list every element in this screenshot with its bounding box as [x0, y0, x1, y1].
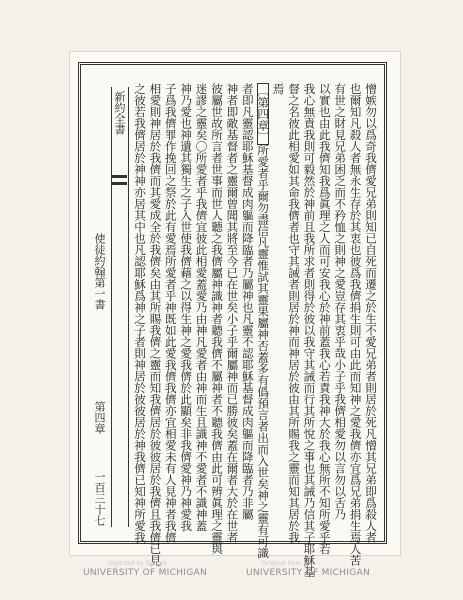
fish-tail-ornament: [112, 175, 127, 185]
text-column: 之彼若我儕居於神神亦居其中也凡認耶穌爲神之子者則神居於彼彼居於神我儕已知神所愛我: [133, 83, 147, 543]
digitized-watermark-left: Digitized by Google: [108, 560, 167, 567]
text-column: 〔第四章〕所愛者乎爾勿盡信凡靈惟試其靈果屬神否蓋多有僞預言者出而入世矣神之靈有可識: [256, 85, 271, 559]
chapter-start-marker: 〔第四章〕: [256, 85, 271, 143]
text-column: 焉: [271, 83, 286, 95]
text-column: 相愛則神居於我儕而其愛成全於我儕矣由其所賜我儕之靈而知我儕居於彼彼居於我儕且我儕已見: [148, 83, 163, 566]
text-column: 憎嫉勿以爲奇我儕愛兄弟則知已自死而遷之於生不愛兄弟者則居於死凡憎其兄弟即爲殺人者: [364, 83, 378, 543]
running-head: [93, 83, 107, 526]
chapter-title: 使徒約翰第一書: [93, 233, 106, 310]
library-credit-right: UNIVERSITY OF MICHIGAN: [246, 568, 371, 578]
page-gutter: [111, 87, 129, 527]
text-column: 我心無責我則可毅然於神前且我所求者則得於彼以我守其誡而行其所悅之事也其誡乃信其子耶穌基: [302, 83, 317, 578]
library-credit-left: UNIVERSITY OF MICHIGAN: [83, 568, 208, 578]
text-column: 子爲我儕罪作挽回之祭於此有愛焉所愛者乎神既如此愛我儕我儕亦宜相愛未有人見神者我儕: [163, 83, 178, 543]
text-column: 者即凡靈認耶穌基督成肉軀而降臨者乃屬神也凡靈不認耶穌基督成肉軀而降臨者乃非屬: [240, 83, 255, 520]
text-column: 迷謬之靈矣〇所愛者乎我儕宜彼此相愛蓋愛乃由神凡愛者由神而生且識神不愛者不識神蓋: [194, 83, 209, 532]
page-number: 一百三十七: [93, 471, 106, 526]
text-column: 神者即敵基督者之靈爾曾聞其將至今已在世矣小子乎爾屬神而已勝彼矣蓋在爾者大於在世者: [225, 83, 240, 543]
text-column: 也爾知凡殺人者無永生存於其衷也彼爲我儕捐生則可由此而知神之愛我儕亦宜爲兄弟捐生焉人苦: [348, 83, 363, 566]
text-column: 以實也由此我儕知我爲眞理之人而可安我心於神前蓋我心若責我神大於我心無所不知所愛乎若: [317, 83, 332, 555]
text-column: 神乃愛也神遺其獨生之子入世使我儕藉之以得生神之愛我儕於此顯矣非我儕愛神乃神愛我: [179, 83, 194, 532]
text-column: 彼屬世故所言者世事而世人聽之我儕屬神識神者聽我儕不屬神者不聽我儕由此可辨眞理之靈與: [210, 83, 224, 555]
digitized-watermark-right: Original from: [262, 560, 302, 567]
text-column: 督之名彼此相愛如其命我儕者也守其誡者則居於神而神居於彼由其所賜我之靈而知其居於我: [287, 83, 301, 543]
book-title: 新約全書: [113, 91, 126, 135]
text-column: 有世之財見兄弟困乏而不矜恤之則神之愛豈存其衷乎哉小子乎我儕相愛勿以言勿以舌乃: [333, 83, 348, 520]
chapter-label: 第四章: [93, 401, 106, 434]
